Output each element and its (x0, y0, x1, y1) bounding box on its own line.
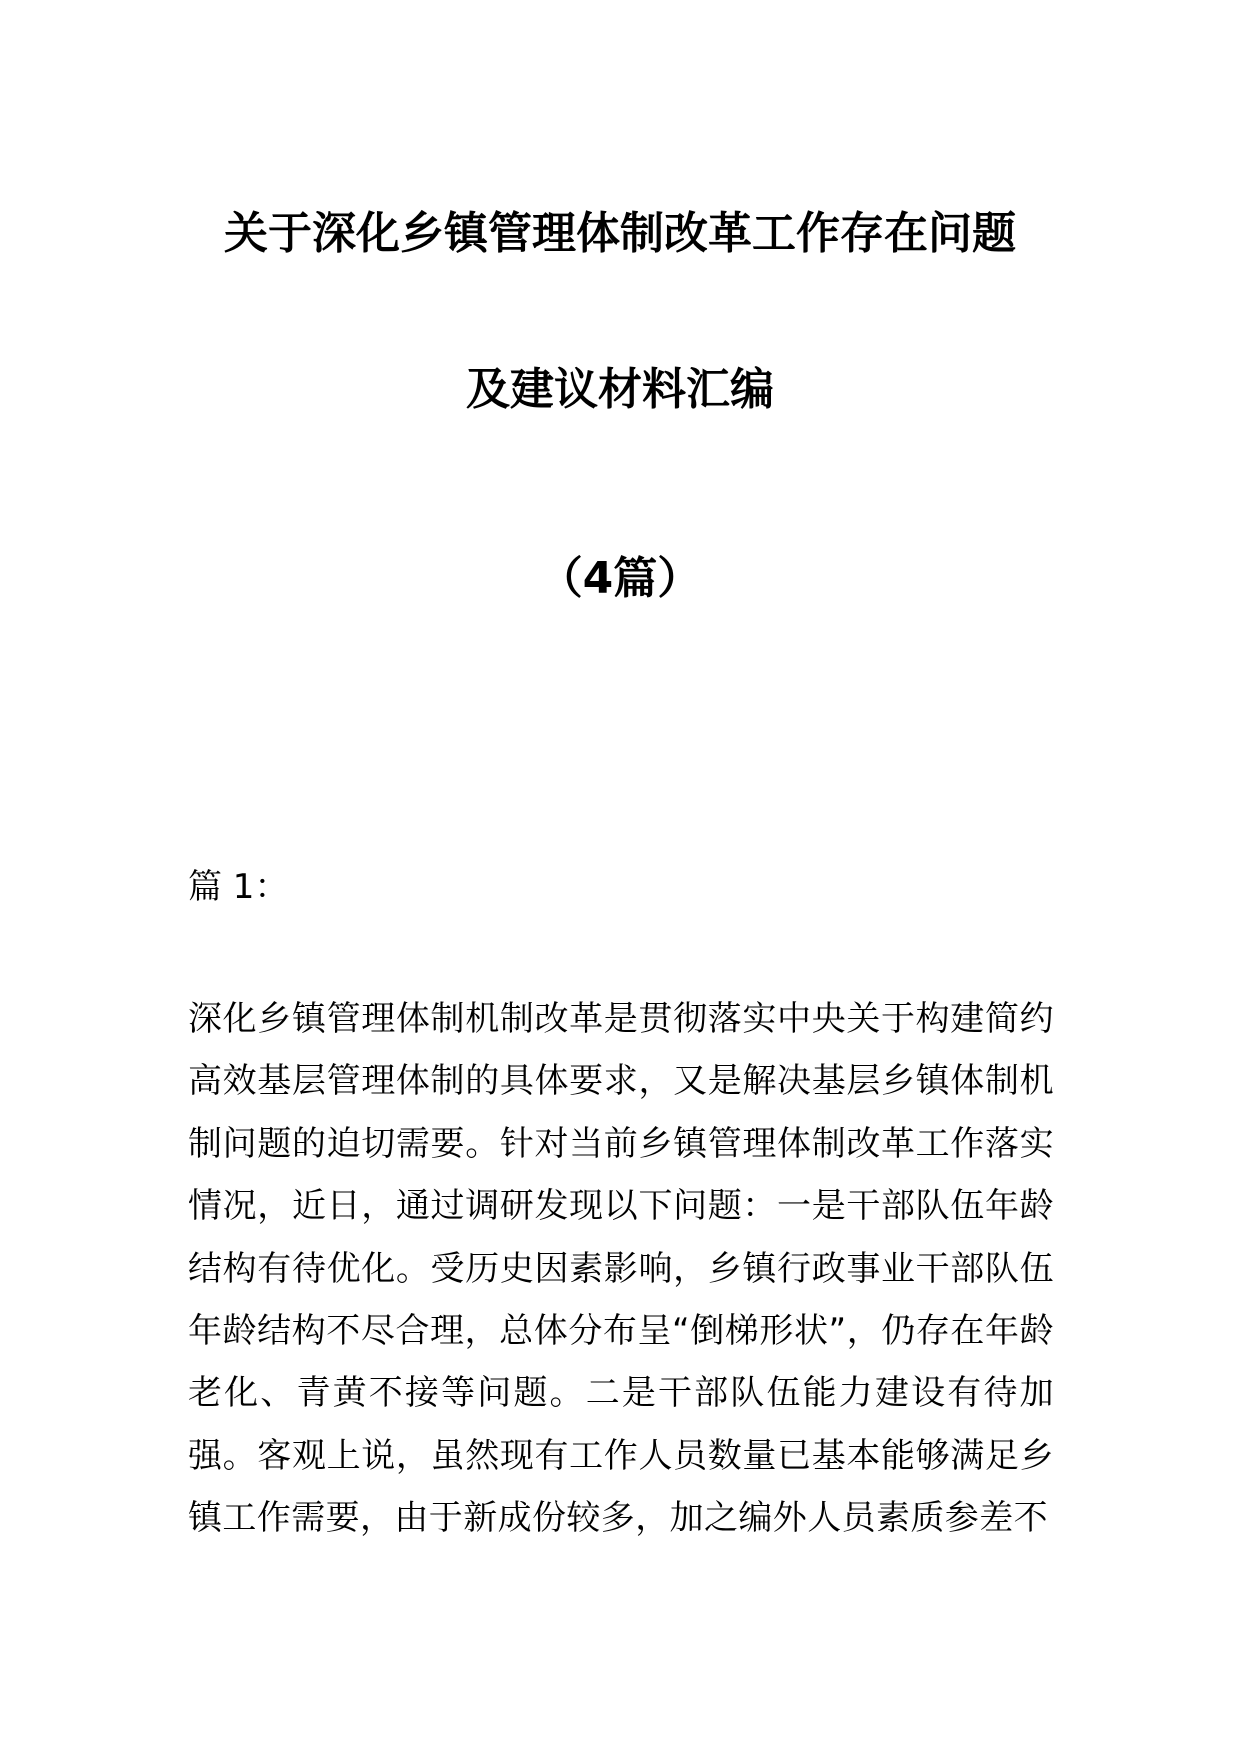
section-label: 篇 1： (188, 867, 289, 907)
document-title-line-1: 关于深化乡镇管理体制改革工作存在问题 (224, 208, 1016, 259)
document-title-count: （4篇） (538, 553, 702, 604)
body-paragraph: 深化乡镇管理体制机制改革是贯彻落实中央关于构建简约高效基层管理体制的具体要求，又是解决基层乡镇体制机制问题的迫切需要。针对当前乡镇管理体制改革工作落实情况，近日，通过调研发现以下问题：一是干部队伍年龄结构有待优化。受历史因素影响，乡镇行政事业干部队伍年龄结构不尽合理，总体分布呈“倒梯形状”，仍存在年龄老化、青黄不接等问题。二是干部队伍能力建设有待加强。客观上说，虽然现有工作人员数量已基本能够满足乡镇工作需要，由于新成份较多，加之编外人员素质参差不 (188, 999, 1054, 1539)
document-title-line-2: 及建议材料汇编 (466, 364, 774, 415)
